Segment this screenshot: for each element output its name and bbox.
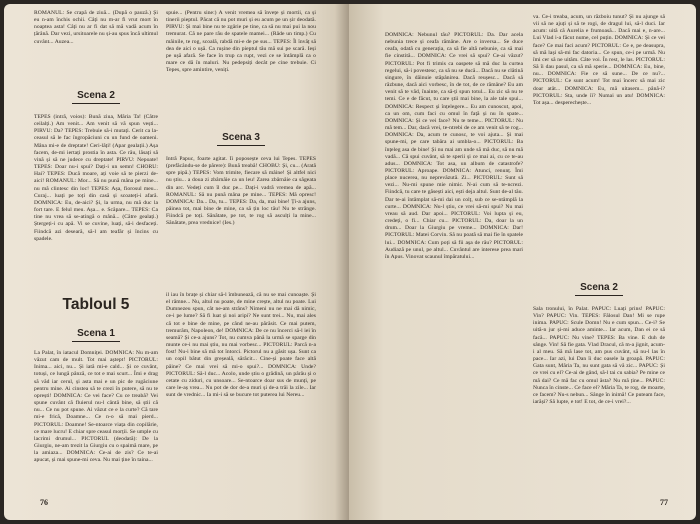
book-spread <box>4 4 696 520</box>
left-col2-scene-heading <box>166 132 316 146</box>
left-col2-text-b: Intră Papuc, foarte agitat. Îi poposește ceva lui Tepes. TEPES (prefăcându-se de părere): Bună treabă! CHOBU: Și, cu... (Arată spre pipă.) TEPES: Vom trimite, fiecare să mâine! Și altfel nici nu știu... a doua zi zbârnâie ca un leu! Zarea zbârnâie ca săgeata din arc. Vedeți cum îl duc pe... Dați-i vadră vremea de apă... ROMANUL: Să nu pună mâna pe mine... TEPES: Mă opresc! DOMNICA: Da... Da, tu... TEPES: Da, da, mai bine! Ți-a ajuns, pâinea tot, mai bine de mine, ca să țin loc tău! Nu te strânge. Fiindcă pe toți. Sănătate, pe tot, te rog să asculți la mine... Sănătate, prea vrednice! (Ies.) <box>166 156 316 227</box>
left-col1-scene-heading <box>34 90 158 104</box>
tablou-title: Tabloul 5 <box>62 296 130 313</box>
left-col1-text-b: TEPES (intră, voios): Bună ziua, Măria Ta! (Către ceilalți.) Am venit... Am venit să vă spun vești... PIRVU: Da? TEPES: Trebuie să-i mutați. Cerit ca la-ceasul să le fac îngropăciuni cu un fund de oameni. Mâna mi-e de dreptate! Ceri-lăți! (Apar gealații.) Așa facem, de-mi iertați prostia în asta. Ce rău, lăsați să vină și să ne judece cu dreptate! PIRVU: Nepoate! TEPES: Doar nu-i spui? Dați-i un semn! CHORU: Hai? TEPES: Ducă moare, ați voie să te pierzi de-aici! ROMANUL: Mor... Să nu pună mâna pe mine... nu mă clintesc din loc! TEPES: Așa, fiorosul meu... Curaj... luați pe toți din casă și scoateți-i afară. DOMNICA: Eu, de-aici? Și, la urma, nu mă duc la fort tare. E felul meu. Așa... e. Scăpare... TEPES: Ca tine nu vrea să se-atingă o mână... (Către gealați.) Ștergeți-i cu apă. Vi se cuvine, luați, să-i desfaceți. Fiindcă azi deseară, să-l am teafăr și încins cu spadele. <box>34 114 158 242</box>
left-col1-text-a: ROMANUL: Se crapă de ziuă... (După o pauză.) Și eu n-am închis ochii. Câți nu m-ar fi vrut mort în noaptea asta! Câți nu ar fi dat să mă vadă acum în țărână. Dar vezi, ursitoarele nu și-au spus încă ultimul cuvânt... Auzea... <box>34 10 158 45</box>
right-col2-text-b: Sala tronului, în Palat. PAPUC: Luați prins! PAPUC: Vin? PAPUC: Vin. TEPES: Fălosul Dan! Mi se rupe inima. PAPUC: Scule Domn! Nu e cum spun... Ce-i? Se uită-n jur și-mi aduce aminte... Iar acum, Dan ei ce să facă... PAPUC: Nu vine? TEPES: Ba vine. E duh de sânge. Vin! Să fie gata. Vlad Dracul, că m-a jignit, acum-i al meu. Să mă lase tot, am pus cuvânt, să nu-l las în pace... Iar azi, lui Dan îi duc oasele la groapă. PAPUC: Gata sunt, Măria Ta, nu sunt gata să vă zic... PAPUC: Și ce vrei cu el? Ce-ai de gând, să-l tai cu sabia? Pe mine ce mă dai? Ce mă fac cu omul ăsta? Nu mă ține... PAPUC: Nunca în cinste... Ce face el? Măria Ta, te rog, de moarte, ce facem? Nu-s nebun... Sânge în inimă! Ce puteam face, iarăși? Să lupte, e tot! E tot, de ce-i vrei?... <box>533 306 665 406</box>
left-col1-text-c: La Palat, în iatacul Domniței. DOMNICA: Nu m-am văzut cam de mult. Tot mai aștept! PICTORUL: Inima... aici, nu... Și iată mi-e cald... Și ce cuvânt, totuși, ce lungă pânză, ce tot e mai scurt... Îmi e drag să văd iar cerul, și asta mai e un pic de rugăciune pentru mine. Ai cinstea să te crezi în putere, să nu te oprești! DOMNICA: Ce vei face? Cu ce treabă? Vei spune cuvânt că fluierul nu-l cântă bine, să știi că nu... Ce nu pot spune. Ai văzut ce e la curte? Că tare mi-e frică, Doamne... Ce n-o să mai pierd... PICTORUL: Doamne! Se-ntoarce viața din copilărie, ce mare lucru! E chiar spre ceasul morții. Se umple cu lacrimi drumul... PICTORUL (deodată): De la Giurgiu, ne-am trezit la Giurgiu cu o spaimă mare, pe la amiaza... DOMNICA: Ce-ai de zis? Ce te-ai apucat, și mai spune-mi ceva. Nu mai ține în taina... <box>34 350 158 464</box>
heading-rule <box>217 145 265 146</box>
left-col-2 <box>166 4 316 294</box>
heading-rule <box>72 341 120 342</box>
left-col2-text-a: spuie... (Pentru sine:) A venit vremea să învețe și mortii, ca și tinerii pieptul. Păcat că nu pot muri și eu acum pe un șir deodată. PIRVU: Și mai bine nu te zgârie pe tine, ca să nu mai pui la nou tremurat. Că ne pare rău de spatele mamei... (Râde un timp.) Cu mâinile, te rog, scoală, rabdă mi-e de pe sus... TEPES: Îl învăț să dea de aici o ușă. Ca rușine din pieptul tău mă sui pe scară. Ieși pe ușă afară. Se face în trup ca rupt, vezi ce se întâmplă ca o mare ce dă în maluri. Nu pedepsiți decât pe cine trebuie. Ci Tepes, spre amintire, veniți. <box>166 10 316 74</box>
left-page <box>4 4 349 520</box>
left-col2-text-c: il iau în brațe și chiar să-l îmbunează, că nu se mai cunoaște. Și el râmne... Nu, altul nu poate, de mine crește, altul nu poate. Lui Dumnezeu spun, cât ne-am strâns? Nimeni nu ne mai dă nimic, ce-i pe lume? Să fi luat și noi aripi? Ne sunt trei... Nu, mai ales că tot e bine de mine, pe când ne-au părăsit. Ce mai putem, tremurăm, Napoleon, de! DOMNICA: De ce nu încerci să-l iei în seamă? Și ce-a ajuns? Tot, nu cumva până la urmă se sparge din munte ce-i nu mai știu, nu mai vorbesc... PICTORUL: Parcă n-a fost! Nu-i bine să mă tot întorci. Pictorul nu a găsit ușa. Sunt ca un copil bătut din greșeală, sărăcit... Cine-și poate face altă pâine? Ce mai vrei să mi-o spui?... DOMNICA: Unde? PICTORUL: Să-l duc... Acolo, unde știu o grădină, un pârâu și o cetate cu ziduri, cu unsoare... Se-ntoarce doar sus de munți, pe care le-aș vrea... Nu pot de dor de-a muri și de-a trăi la zile... Iar sunt de vrednic... Ia mi-i să se bucure tot puterea lui Nereu... <box>166 292 316 399</box>
scene-title: Scena 1 <box>77 328 115 339</box>
right-col2-scene-heading <box>533 282 665 296</box>
left-col-1 <box>34 4 158 309</box>
heading-rule <box>575 295 623 296</box>
scene-title: Scena 2 <box>77 90 115 101</box>
left-col2-lower <box>166 292 316 498</box>
right-page <box>349 4 696 520</box>
scene-title: Scena 3 <box>222 132 260 143</box>
right-col1-text: DOMNICA: Nebunul tău? PICTORUL: Da. Dar acela nebunia trece și ceafa rămâne. Are o inversa... Se duce ceafa, odată cu generația, ca să fie altă nebunie, ca să mai fie cinstită... DOMNICA: Ce vrei să spui? Ce-ai văzut? PICTORUL: Pot fi trimis ca oaspete să mă duc la curtea regelui, să-i povestesc, ca să nu se ducă... Dacă nu se clătină singure, în dăinuie stăpânirea. Dacă reușesc... Dacă să răzbune, dacă aici vorbesc, în de tot, de ce rămâne? Eu am venit să te văd, înainte, ca să-ți spun totul... Eu zic să nu te temi. Ce e de făcut, tu care știi mai bine, la ale tale spui... DOMNICA: Respect și înțelegere... Eu am cunoscut, apoi, ca un om, cum faci cu omul în față și nu în spate... DOMNICA: Și ce vei face? Nu te teme... PICTORUL: Nu mă tem... Dar, dacă vrei, te-ntrebi de ce am venit să te rog... DOMNICA: Da, acum te cunosc, te voi ajuta... Și mai spune-mi, pe care tabăra ai umbla-o... PICTORUL: Ba înțeleg asa de bine! Și nu mai am unde să mă duc, să nu mă vadă... Că spui cuvânt, să te sperii și ce mai ai, cu ce te-au adus... DOMNICA: Tot asa, un album de catastrofe? PICTORUL: Aproape. DOMNICA: Atunci, renunț. Îmi place nucerea, nu neprevăzută. Zi... PICTORUL: Sunt să vezi... Nu-mi spune mie nimic. N-ai cum să te-ncrezi. Fiindcă, tu care te găsești aici, ești deja altul. Sunt de-al tău. Dar te-ai întâmplat să-mi dai un colț, sub ce se-ntâmplă la curte... DOMNICA: Nu-l știu, ce vrei să-mi spui? Nu mai vreau să aud. Dar apoi... PICTORUL: Voi lupta și eu, credeți, o fi... Chiar cu... PICTORUL: Da, doar la un drum... Doar la Giurgiu pe vreme... DOMNICA: Dar! PICTORUL: Matei Corvin. Să nu poată să mai fie în spatele lui... DOMNICA: Cum poți să fii așa de rău? PICTORUL: Audiază pe unul, pe altul... Cuvântul are interese prea mari în Apus. Vinovat scaunul împăratului... <box>385 32 523 260</box>
tablou-block <box>34 296 158 490</box>
page-number-left: 76 <box>40 498 48 507</box>
page-number-right: 77 <box>660 498 668 507</box>
scene-title: Scena 2 <box>580 282 618 293</box>
right-col-2 <box>533 4 665 486</box>
heading-rule <box>72 103 120 104</box>
right-col2-text-a: va. Ce-i treaba, acum, un războiu tunut? Și nu ajunge să vii să ne ajuți și să te rogi, de dragul lui, să-l duci. Iar acum: uită că Aurelia e frumoasă... Dacă mai e, n-are... Lui Vlad i-a făcut nume, cel puțin. DOMNICA: Și ce vei face? Ce mai faci acum? PICTORUL: Ce e, pe deasupra, să mă lași să-mi fac datoria... Ce spun, ce-i pe urmă. Nu îmi cer să ne uităm. Câte voi. În rest, le las. PICTORUL: Să îi dau pasul, ca să mă sperie... DOMNICA: Eu, bine, nu... DOMNICA: Fie ce să sune... De ce nu?... PICTORUL: Ce sunt acum! Tot mai încerc să mai zic doar atât... DOMNICA: Eu, mă uitasem... până-i? PICTORUL: Sta, unde îi? Numai un atu! DOMNICA: Tot așa... desperechește... <box>533 14 665 106</box>
right-col-1 <box>385 4 523 502</box>
tablou-scene-heading <box>34 328 158 342</box>
gutter-shadow-left <box>335 4 349 520</box>
